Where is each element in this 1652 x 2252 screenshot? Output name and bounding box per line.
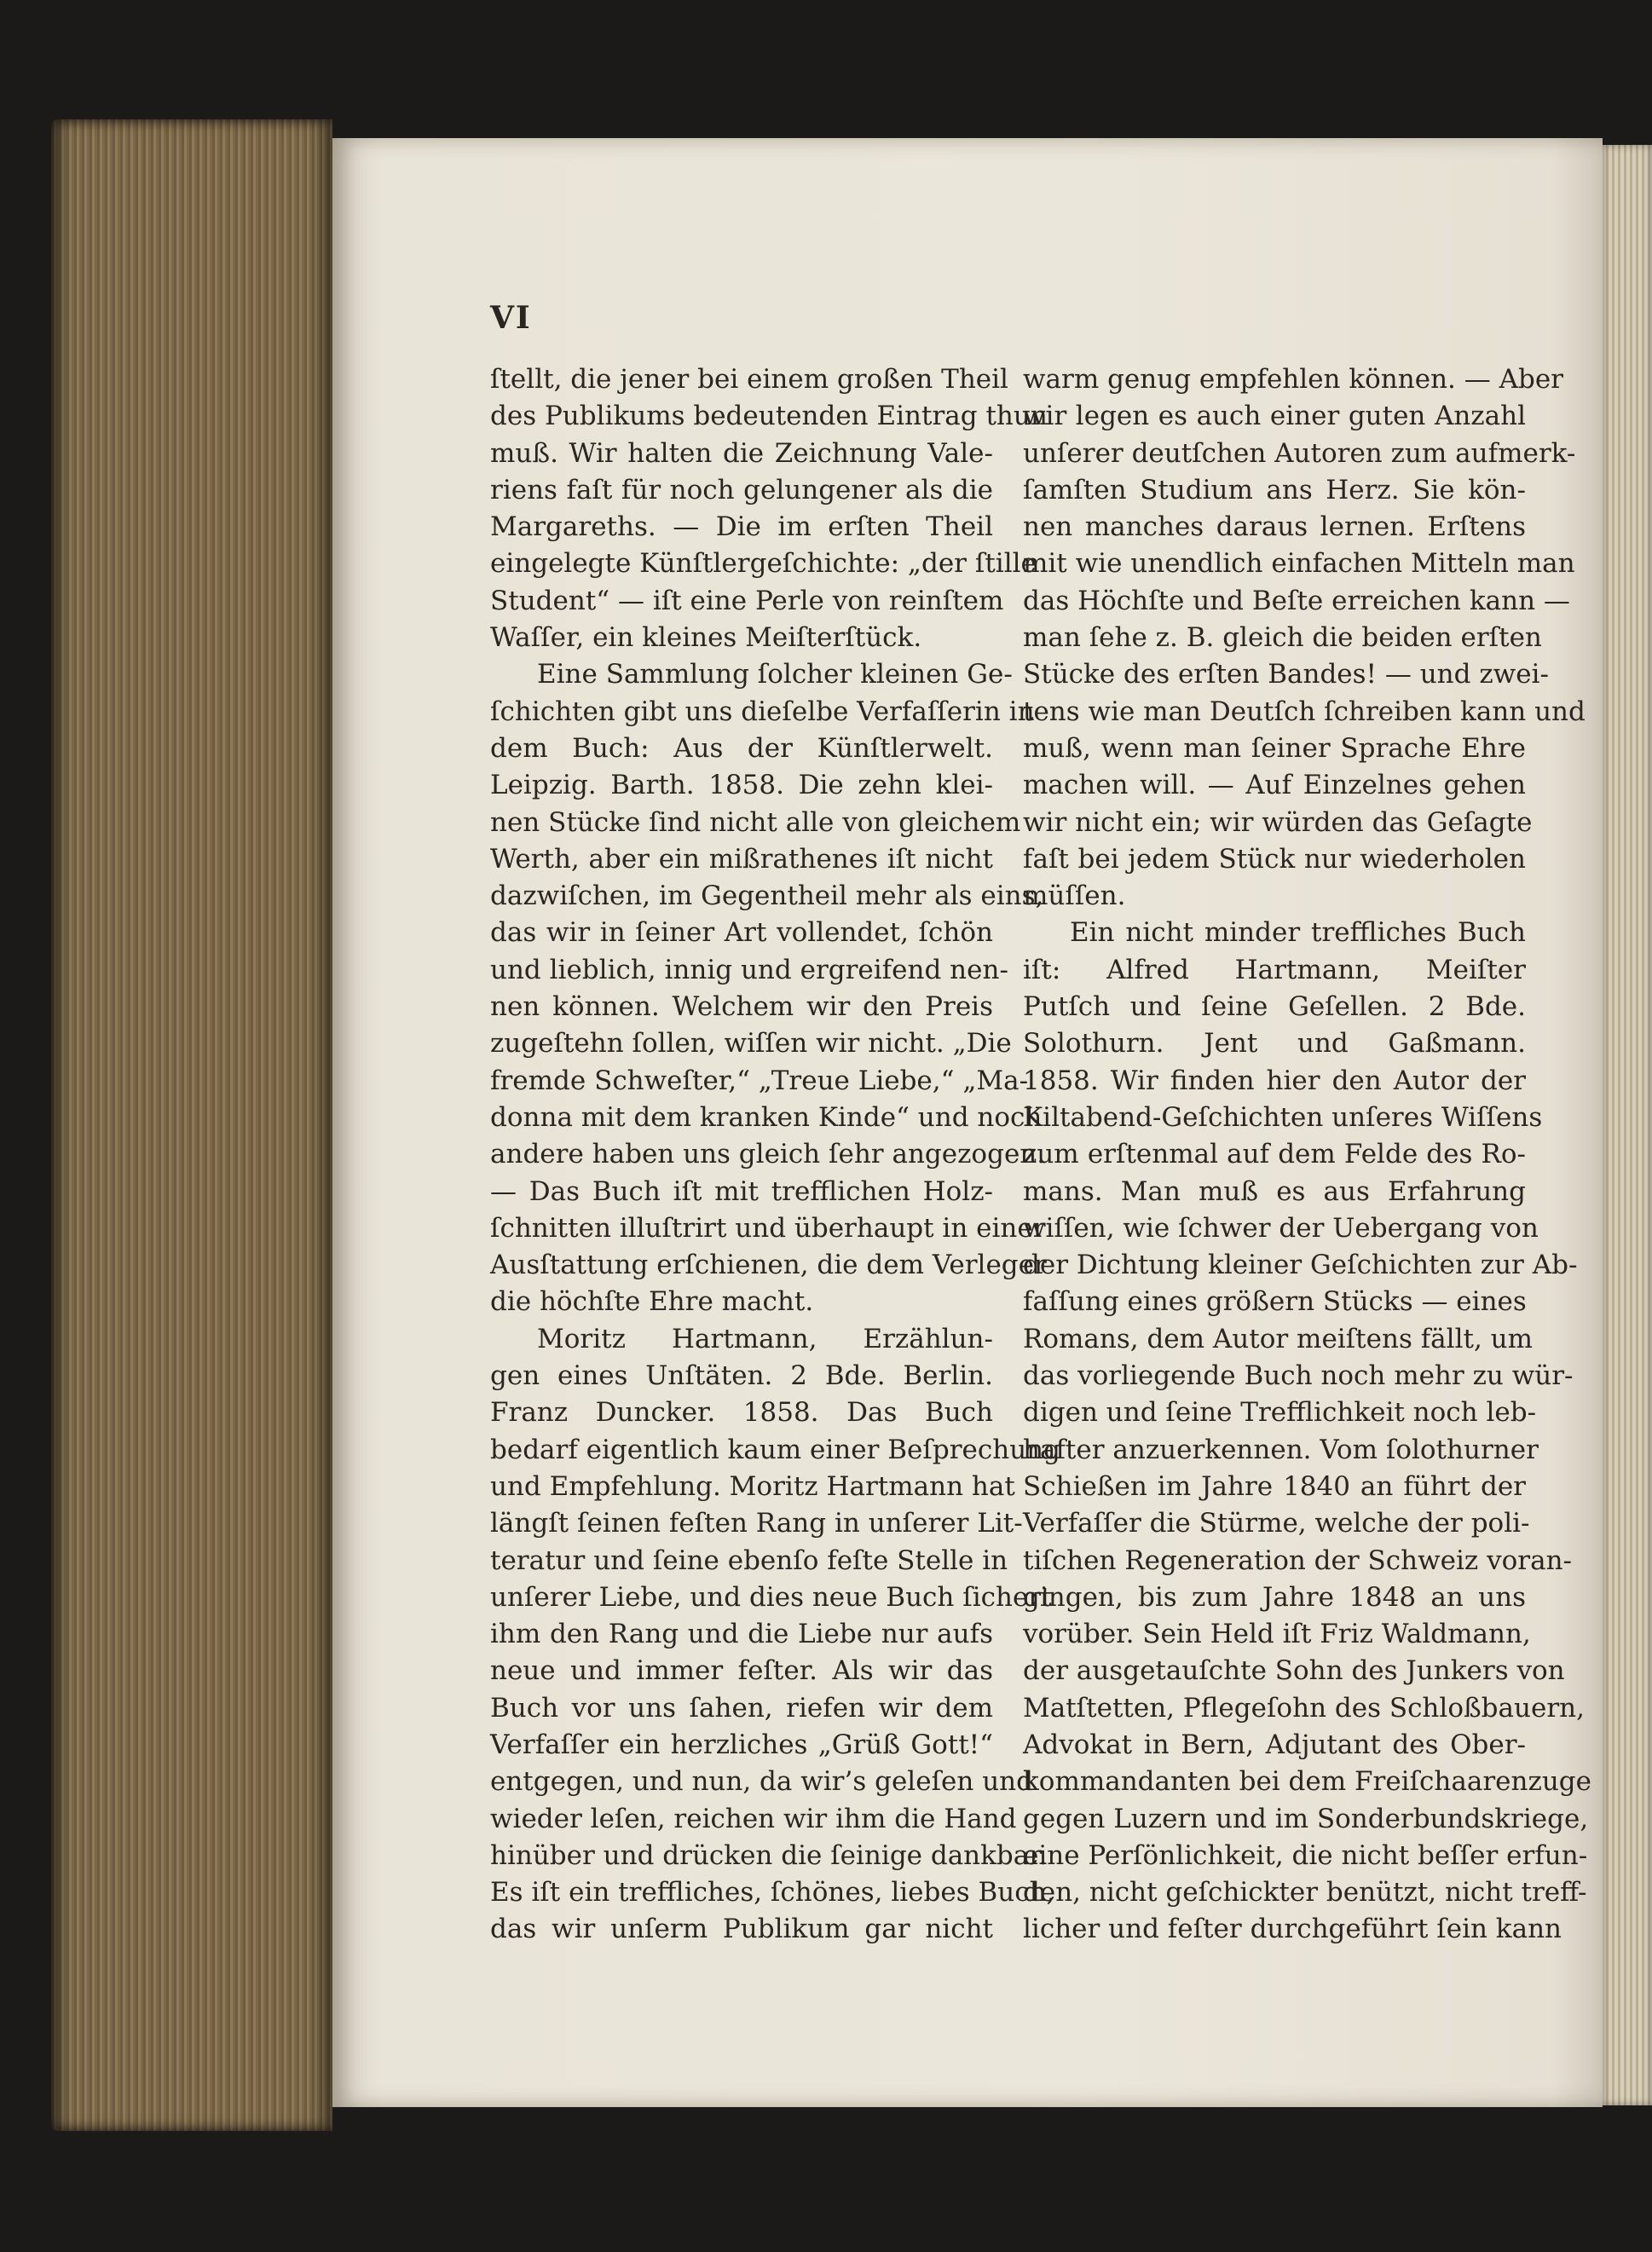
text-line: man ſehe z. B. gleich die beiden erſten	[1023, 622, 1542, 654]
text-line: nen können. Welchem wir den Preis	[490, 991, 993, 1023]
text-line: Solothurn. Jent und Gaßmann.	[1023, 1028, 1526, 1060]
text-line: Margareths. — Die im erſten Theil	[490, 511, 993, 543]
text-line: Matſtetten, Pflegeſohn des Schloßbauern,	[1023, 1692, 1585, 1724]
text-line: — Das Buch iſt mit trefflichen Holz-	[490, 1175, 993, 1207]
text-line: das wir in ſeiner Art vollendet, ſchön	[490, 917, 993, 949]
text-line: Leipzig. Barth. 1858. Die zehn klei-	[490, 770, 993, 801]
text-line: wir legen es auch einer guten Anzahl	[1023, 401, 1526, 432]
text-line: wiſſen, wie ſchwer der Uebergang von	[1023, 1212, 1539, 1244]
text-line: kommandanten bei dem Freiſchaarenzuge	[1023, 1766, 1591, 1798]
text-line: tens wie man Deutſch ſchreiben kann und	[1023, 696, 1586, 727]
text-line: gen eines Unſtäten. 2 Bde. Berlin.	[490, 1360, 993, 1392]
text-line: ſamſten Studium ans Herz. Sie kön-	[1023, 474, 1526, 505]
text-line: Werth, aber ein mißrathenes iſt nicht	[490, 843, 993, 875]
text-line: Moritz Hartmann, Erzählun-	[537, 1323, 993, 1354]
text-line: Putſch und ſeine Geſellen. 2 Bde.	[1023, 991, 1526, 1023]
text-line: eine Perſönlichkeit, die nicht beſſer erfun-	[1023, 1839, 1588, 1871]
text-line: teratur und ſeine ebenſo feſte Stelle in	[490, 1545, 1008, 1576]
text-line: Verfaſſer ein herzliches „Grüß Gott!“	[490, 1729, 993, 1760]
text-line: Schießen im Jahre 1840 an führt der	[1023, 1470, 1526, 1502]
text-line: neue und immer feſter. Als wir das	[490, 1655, 993, 1687]
text-line: müſſen.	[1023, 881, 1126, 912]
text-line: das vorliegende Buch noch mehr zu wür-	[1023, 1360, 1574, 1392]
text-line: unſerer Liebe, und dies neue Buch ſichert	[490, 1581, 1052, 1613]
text-line: Ausſtattung erſchienen, die dem Verleger	[490, 1250, 1047, 1281]
text-line: gegen Luzern und im Sonderbundskriege,	[1023, 1803, 1589, 1834]
text-line: hafter anzuerkennen. Vom ſolothurner	[1023, 1434, 1539, 1465]
text-line: iſt: Alfred Hartmann, Meiſter	[1023, 954, 1526, 985]
text-line: Advokat in Bern, Adjutant des Ober-	[1023, 1729, 1526, 1760]
text-line: dem Buch: Aus der Künſtlerwelt.	[490, 732, 993, 764]
text-line: andere haben uns gleich ſehr angezogen.	[490, 1139, 1046, 1170]
text-line: zum erſtenmal auf dem Felde des Ro-	[1023, 1139, 1526, 1170]
text-line: das wir unſerm Publikum gar nicht	[490, 1914, 993, 1945]
text-line: mans. Man muß es aus Erfahrung	[1023, 1175, 1526, 1207]
text-line: Student“ — iſt eine Perle von reinſtem	[490, 585, 1004, 616]
text-line: warm genug empfehlen können. — Aber	[1023, 364, 1564, 395]
text-line: Waſſer, ein kleines Meiſterſtück.	[490, 622, 922, 654]
text-line: fremde Schweſter,“ „Treue Liebe,“ „Ma-	[490, 1065, 1029, 1096]
text-line: ſchnitten illuſtrirt und überhaupt in einer	[490, 1212, 1046, 1244]
text-line: mit wie unendlich einfachen Mitteln man	[1023, 548, 1575, 580]
text-line: und Empfehlung. Moritz Hartmann hat	[490, 1470, 1015, 1502]
text-line: entgegen, und nun, da wir’s geleſen und	[490, 1766, 1033, 1798]
text-line: Es iſt ein treffliches, ſchönes, liebes Buch,	[490, 1877, 1055, 1908]
text-line: der Dichtung kleiner Geſchichten zur Ab-	[1023, 1250, 1578, 1281]
text-line: ſchichten gibt uns dieſelbe Verfaſſerin in	[490, 696, 1035, 727]
text-line: Eine Sammlung ſolcher kleinen Ge-	[537, 659, 1013, 690]
text-line: längſt ſeinen feſten Rang in unſerer Lit-	[490, 1508, 1023, 1539]
text-line: Verfaſſer die Stürme, welche der poli-	[1023, 1508, 1530, 1539]
text-line: wieder leſen, reichen wir ihm die Hand	[490, 1803, 1017, 1834]
book-page-edges-left	[51, 119, 332, 2131]
text-line: ihm den Rang und die Liebe nur aufs	[490, 1619, 993, 1650]
text-line: Stücke des erſten Bandes! — und zwei-	[1023, 659, 1549, 690]
text-line: nen Stücke ſind nicht alle von gleichem	[490, 806, 1021, 838]
text-line: den, nicht geſchickter benützt, nicht treff-	[1023, 1877, 1587, 1908]
text-line: unſerer deutſchen Autoren zum aufmerk-	[1023, 437, 1576, 469]
text-line: des Publikums bedeutenden Eintrag thun	[490, 401, 1048, 432]
text-line: bedarf eigentlich kaum einer Beſprechung	[490, 1434, 1060, 1465]
text-line: tiſchen Regeneration der Schweiz voran-	[1023, 1545, 1573, 1576]
text-line: digen und ſeine Trefflichkeit noch leb-	[1023, 1397, 1537, 1429]
text-line: dazwiſchen, im Gegentheil mehr als eins,	[490, 881, 1044, 912]
text-line: muß, wenn man ſeiner Sprache Ehre	[1023, 732, 1526, 764]
text-line: wir nicht ein; wir würden das Geſagte	[1023, 806, 1533, 838]
text-line: riens faſt für noch gelungener als die	[490, 474, 993, 505]
text-line: Ein nicht minder treffliches Buch	[1070, 917, 1526, 949]
text-line: zugeſtehn ſollen, wiſſen wir nicht. „Die	[490, 1028, 1012, 1060]
text-line: Buch vor uns ſahen, riefen wir dem	[490, 1692, 993, 1724]
open-book	[51, 119, 1652, 2131]
text-line: Kiltabend-Geſchichten unſeres Wiſſens	[1023, 1101, 1543, 1133]
text-line: Franz Duncker. 1858. Das Buch	[490, 1397, 993, 1429]
text-line: machen will. — Auf Einzelnes gehen	[1023, 770, 1526, 801]
text-line: hinüber und drücken die ſeinige dankbar.	[490, 1839, 1048, 1871]
text-line: vorüber. Sein Held iſt Friz Waldmann,	[1023, 1619, 1531, 1650]
text-line: das Höchſte und Beſte erreichen kann —	[1023, 585, 1570, 616]
text-line: muß. Wir halten die Zeichnung Vale-	[490, 437, 993, 469]
text-line: donna mit dem kranken Kinde“ und noch	[490, 1101, 1043, 1133]
text-line: 1858. Wir finden hier den Autor der	[1023, 1065, 1526, 1096]
text-line: und lieblich, innig und ergreifend nen-	[490, 954, 1008, 985]
page-number: VI	[490, 300, 532, 336]
text-line: gingen, bis zum Jahre 1848 an uns	[1023, 1581, 1526, 1613]
text-line: ſtellt, die jener bei einem großen Theil	[490, 364, 1008, 395]
text-line: licher und feſter durchgeführt ſein kann	[1023, 1914, 1562, 1945]
text-line: eingelegte Künſtlergeſchichte: „der ſtille	[490, 548, 1037, 580]
text-column-right	[1023, 361, 1591, 1949]
text-line: der ausgetauſchte Sohn des Junkers von	[1023, 1655, 1565, 1687]
book-page-edges-right	[1603, 145, 1652, 2105]
text-line: nen manches daraus lernen. Erſtens	[1023, 511, 1526, 543]
text-line: faſt bei jedem Stück nur wiederholen	[1023, 843, 1526, 875]
text-column-left	[490, 361, 1060, 1949]
text-line: Romans, dem Autor meiſtens fällt, um	[1023, 1323, 1534, 1354]
book-page	[332, 138, 1603, 2107]
text-line: faſſung eines größern Stücks — eines	[1023, 1286, 1527, 1318]
text-line: die höchſte Ehre macht.	[490, 1286, 814, 1318]
